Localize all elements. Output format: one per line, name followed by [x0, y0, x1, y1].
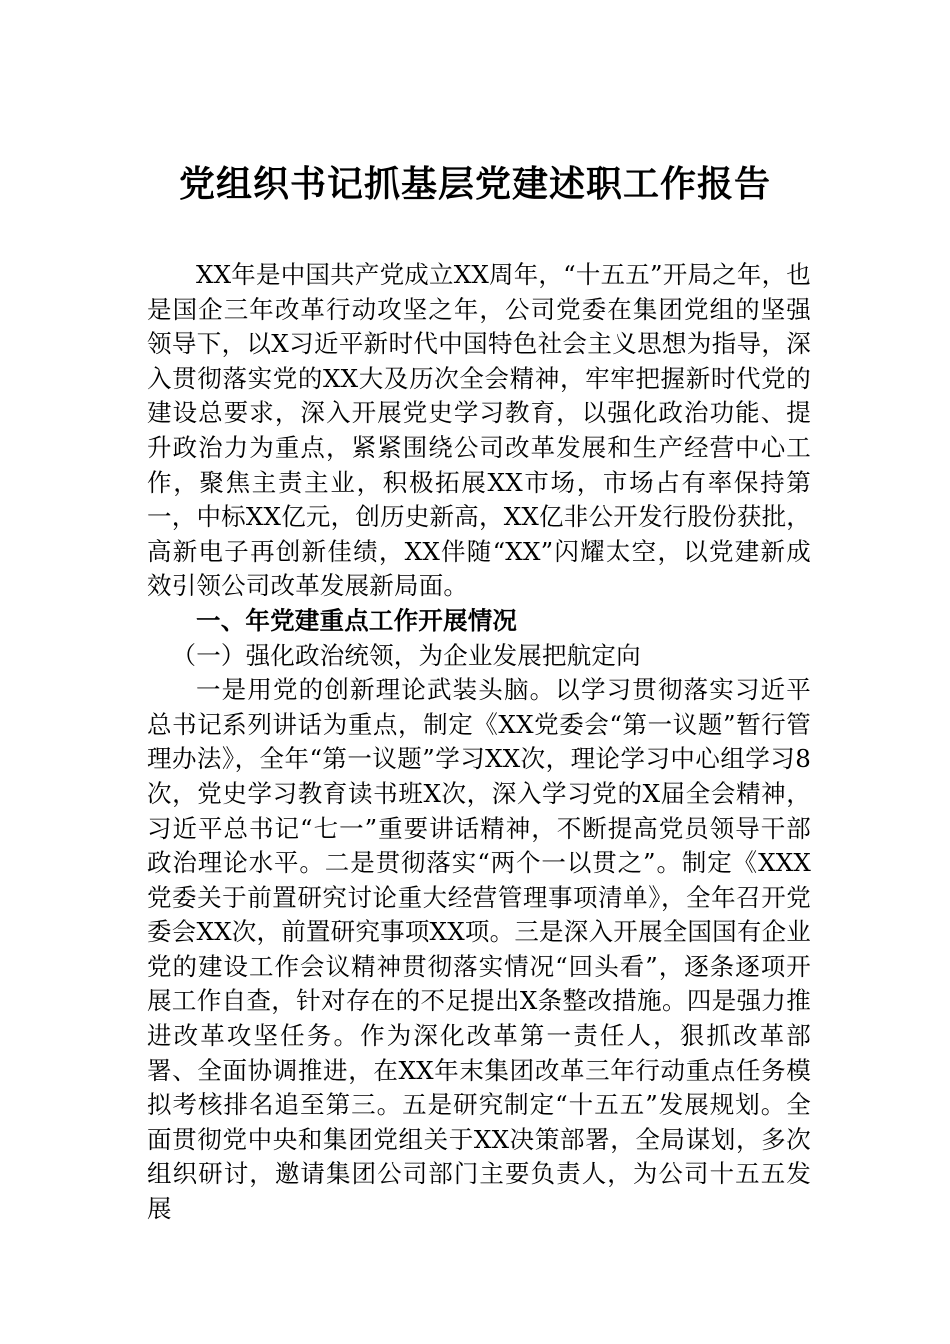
intro-paragraph: XX年是中国共产党成立XX周年，“十五五”开局之年，也是国企三年改革行动攻坚之年，公司党委在集团党组的坚强领导下，以X习近平新时代中国特色社会主义思想为指导，深入贯彻落实党的XX大及历次全会精神，牢牢把握新时代党的建设总要求，深入开展党史学习教育，以强化政治功能、提升政治力为重点，紧紧围绕公司改革发展和生产经营中心工作，聚焦主责主业，积极拓展XX市场，市场占有率保持第一，中标XX亿元，创历史新高，XX亿非公开发行股份获批，高新电子再创新佳绩，XX伴随“XX”闪耀太空，以党建新成效引领公司改革发展新局面。 — [147, 260, 811, 601]
document-body — [147, 258, 811, 1227]
subsection-heading-1: （一）强化政治统领，为企业发展把航定向 — [171, 640, 641, 670]
document-title: 党组织书记抓基层党建述职工作报告 — [178, 163, 771, 205]
section-heading-1: 一、年党建重点工作开展情况 — [196, 605, 518, 635]
subsection-1-paragraph: 一是用党的创新理论武装头脑。以学习贯彻落实习近平总书记系列讲话为重点，制定《XX党委会“第一议题”暂行管理办法》，全年“第一议题”学习XX次，理论学习中心组学习8次，党史学习教育读书班X次，深入学习党的X届全会精神，习近平总书记“七一”重要讲话精神，不断提高党员领导干部政治理论水平。二是贯彻落实“两个一以贯之”。制定《XXX党委关于前置研究讨论重大经营管理事项清单》，全年召开党委会XX次，前置研究事项XX项。三是深入开展全国国有企业党的建设工作会议精神贯彻落实情况“回头看”，逐条逐项开展工作自查，针对存在的不足提出X条整改措施。四是强力推进改革攻坚任务。作为深化改革第一责任人，狠抓改革部署、全面协调推进，在XX年末集团改革三年行动重点任务模拟考核排名追至第三。五是研究制定“十五五”发展规划。全面贯彻党中央和集团党组关于XX决策部署，全局谋划，多次组织研讨，邀请集团公司部门主要负责人，为公司十五五发展 — [147, 675, 811, 1224]
